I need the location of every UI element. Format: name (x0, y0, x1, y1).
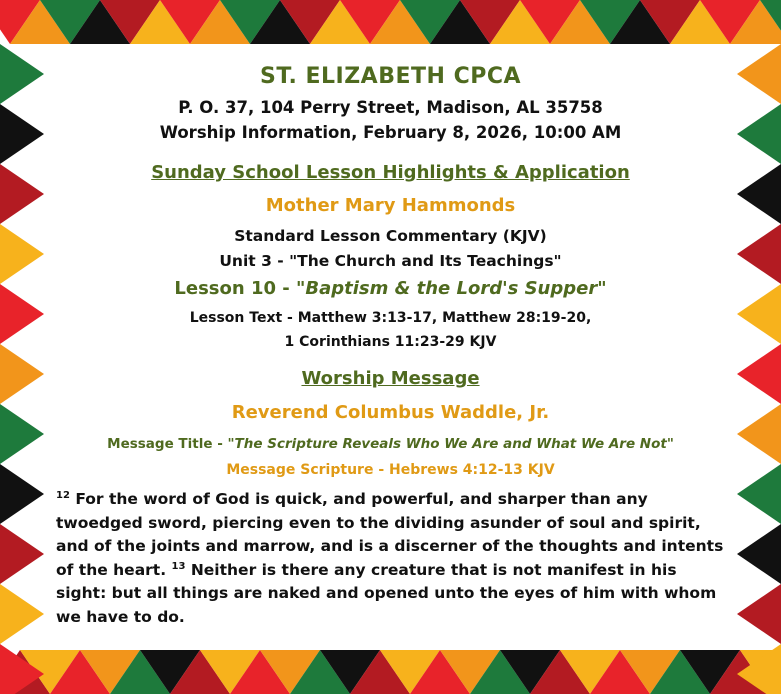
border-triangle (0, 584, 44, 644)
border-triangle (737, 344, 781, 404)
border-triangle (737, 404, 781, 464)
church-address: P. O. 37, 104 Perry Street, Madison, AL 35758 (178, 98, 603, 117)
worship-message-heading: Worship Message (301, 368, 480, 389)
verse-13-text: Neither is there any creature that is not manifest in his sight: but all things are naked and opened unto the eyes of him with whom we have to do. (56, 560, 717, 626)
message-title-line (48, 436, 733, 452)
border-triangle (737, 164, 781, 224)
border-triangle (0, 164, 44, 224)
border-triangle (737, 104, 781, 164)
message-title-prefix: Message Title - (107, 436, 228, 452)
lesson-text-line-1: Lesson Text - Matthew 3:13-17, Matthew 28:19-20, (189, 310, 592, 326)
lesson-text-line-2: 1 Corinthians 11:23-29 KJV (284, 334, 497, 350)
border-triangle (0, 284, 44, 344)
worship-speaker: Reverend Columbus Waddle, Jr. (231, 402, 550, 423)
border-triangle (737, 224, 781, 284)
scripture-passage (56, 488, 731, 629)
border-triangle (737, 44, 781, 104)
lesson-title: "Baptism & the Lord's Supper" (296, 278, 607, 299)
lesson-unit: Unit 3 - "The Church and Its Teachings" (219, 252, 562, 270)
border-triangle (737, 584, 781, 644)
border-triangle (0, 404, 44, 464)
message-title: "The Scripture Reveals Who We Are and What We Are Not" (227, 436, 674, 452)
border-triangle (737, 284, 781, 344)
verse-12-number: 12 (56, 489, 70, 501)
worship-bulletin (48, 58, 733, 648)
worship-info: Worship Information, February 8, 2026, 10:00 AM (159, 123, 622, 142)
sunday-school-teacher: Mother Mary Hammonds (265, 195, 516, 216)
border-triangle (737, 464, 781, 524)
sunday-school-heading: Sunday School Lesson Highlights & Application (151, 162, 630, 183)
church-name: ST. ELIZABETH CPCA (259, 64, 522, 89)
lesson-prefix: Lesson 10 - (174, 278, 296, 299)
message-scripture: Message Scripture - Hebrews 4:12-13 KJV (226, 462, 555, 478)
border-triangle (0, 104, 44, 164)
lesson-commentary: Standard Lesson Commentary (KJV) (234, 227, 547, 245)
border-triangle (0, 464, 44, 524)
border-triangle (0, 344, 44, 404)
border-triangle (0, 524, 44, 584)
lesson-number (48, 278, 733, 299)
verse-13-number: 13 (171, 560, 186, 572)
verse-12-text: For the word of God is quick, and powerful, and sharper than any twoedged sword, piercing even to the dividing asunder of soul and spirit, and of the joints and marrow, and is a discerner of the thoughts and intents of the heart. (56, 490, 724, 579)
border-triangle (737, 524, 781, 584)
border-triangle (0, 44, 44, 104)
border-triangle (0, 224, 44, 284)
